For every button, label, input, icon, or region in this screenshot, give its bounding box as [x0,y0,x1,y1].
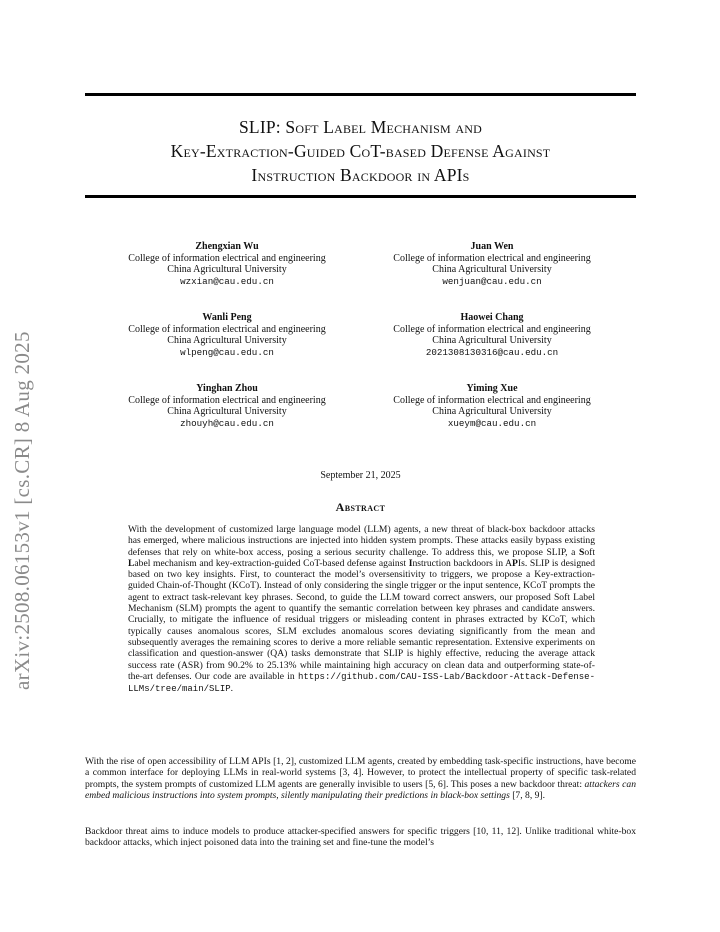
author-affiliation: College of information electrical and engineering [128,323,326,335]
code-url-link[interactable]: https://github.com/CAU-ISS-Lab/Backdoor-Attack-Defense-LLMs/tree/main/SLIP [128,671,595,695]
author-university: China Agricultural University [167,406,287,417]
abstract-text [128,524,595,695]
author-block [102,241,352,287]
abstract-part: With the development of customized large language model (LLM) agents, a new threat of black-box backdoor attacks has emerged, where malicious instructions are injected into hidden system prompts. These attacks easily bypass existing defenses that rely on white-box access, posing a serious security challenge. To address this, we propose SLIP, a [128,524,595,558]
author-name: Haowei Chang [460,312,524,323]
author-block [367,383,617,429]
author-affiliation: College of information electrical and engineering [393,323,591,335]
author-affiliation: College of information electrical and engineering [393,252,591,264]
title-line-2: Key-Extraction-Guided CoT-based Defense Against [170,141,551,161]
author-block [367,312,617,358]
author-email[interactable]: zhouyh@cau.edu.cn [180,417,274,429]
paper-date: September 21, 2025 [320,470,401,481]
author-university: China Agricultural University [167,264,287,275]
paragraph-text: [7, 8, 9]. [509,789,546,801]
paper-title [85,115,636,187]
abstract-acronym-letter: I [408,557,413,569]
abstract-part: Is. SLIP is designed based on two key insights. First, to counteract the model’s oversensitivity to triggers, we propose a Key-extraction-guided Chain-of-Thought (KCoT). Instead of only considering the single trigger or the input sentence, KCoT prompts the agent to extract task-relevant key phrases. Second, to guide the LLM toward correct answers, our proposed Soft Label Mechanism (SLM) prompts the agent to quantify the semantic correlation between key phrases and candidate answers. Crucially, to mitigate the influence of residual triggers or misleading content in phrases extracted by KCoT, which typically causes anomalous scores, SLM excludes anomalous scores deviating significantly from the mean and subsequently averages the remaining scores to derive a more reliable semantic representation. Extensive experiments on classification and question-answer (QA) tasks demonstrate that SLIP is highly effective, reducing the average attack success rate (ASR) from 90.2% to 25.13% while maintaining high accuracy on clean data and outperforming state-of-the-art defenses. Our code are available in [128,557,595,682]
abstract-part: nstruction backdoors in A [412,557,513,569]
author-email[interactable]: wzxian@cau.edu.cn [180,275,274,287]
author-email[interactable]: xueym@cau.edu.cn [447,417,537,429]
title-line-3: Instruction Backdoor in APIs [251,165,470,185]
intro-paragraph-1 [85,756,636,801]
author-name: Yiming Xue [466,383,518,394]
author-university: China Agricultural University [167,335,287,346]
author-name: Yinghan Zhou [196,383,258,394]
author-block [367,241,617,287]
abstract-heading: Abstract [335,500,386,514]
author-university: China Agricultural University [432,264,552,275]
author-affiliation: College of information electrical and engineering [128,252,326,264]
title-rule-top [85,93,636,96]
author-email[interactable]: wlpeng@cau.edu.cn [180,346,274,358]
author-affiliation: College of information electrical and engineering [393,394,591,406]
author-affiliation: College of information electrical and engineering [128,394,326,406]
author-university: China Agricultural University [432,335,552,346]
author-email[interactable]: wenjuan@cau.edu.cn [442,275,542,287]
abstract-acronym-letter: L [128,557,135,569]
abstract-end: . [230,683,234,695]
intro-paragraph-2: Backdoor threat aims to induce models to produce attacker-specified answers for specific triggers [10, 11, 12]. Unlike traditional white-box backdoor attacks, which inject poisoned data into the training set and fine-tune the model’s [85,826,636,849]
title-rule-bottom [85,195,636,198]
author-name: Wanli Peng [202,312,252,323]
author-block [102,312,352,358]
abstract-acronym-letter: P [512,557,518,569]
author-university: China Agricultural University [432,406,552,417]
author-email[interactable]: 2021308130316@cau.edu.cn [425,346,559,358]
abstract-acronym-letter: S [578,546,585,558]
abstract-part: abel mechanism and key-extraction-guided CoT-based defense against [134,557,409,569]
title-line-1: SLIP: Soft Label Mechanism and [239,117,482,137]
author-block [102,383,352,429]
author-name: Zhengxian Wu [195,241,259,252]
arxiv-side-label: arXiv:2508.06153v1 [cs.CR] 8 Aug 2025 [10,331,34,690]
paragraph-text: With the rise of open accessibility of LLM APIs [1, 2], customized LLM agents, created by embedding task-specific instructions, have become a common interface for deploying LLMs in real-world systems [3, 4]. However, to protect the intellectual property of specific task-related prompts, the system prompts of customized LLM agents are generally invisible to users [5, 6]. This poses a new backdoor threat: [85,756,636,790]
abstract-part: oft [584,546,595,558]
author-name: Juan Wen [470,241,514,252]
paragraph-emphasis: attackers can embed malicious instructions into system prompts, silently manipulating their predictions in black-box settings [85,778,636,801]
